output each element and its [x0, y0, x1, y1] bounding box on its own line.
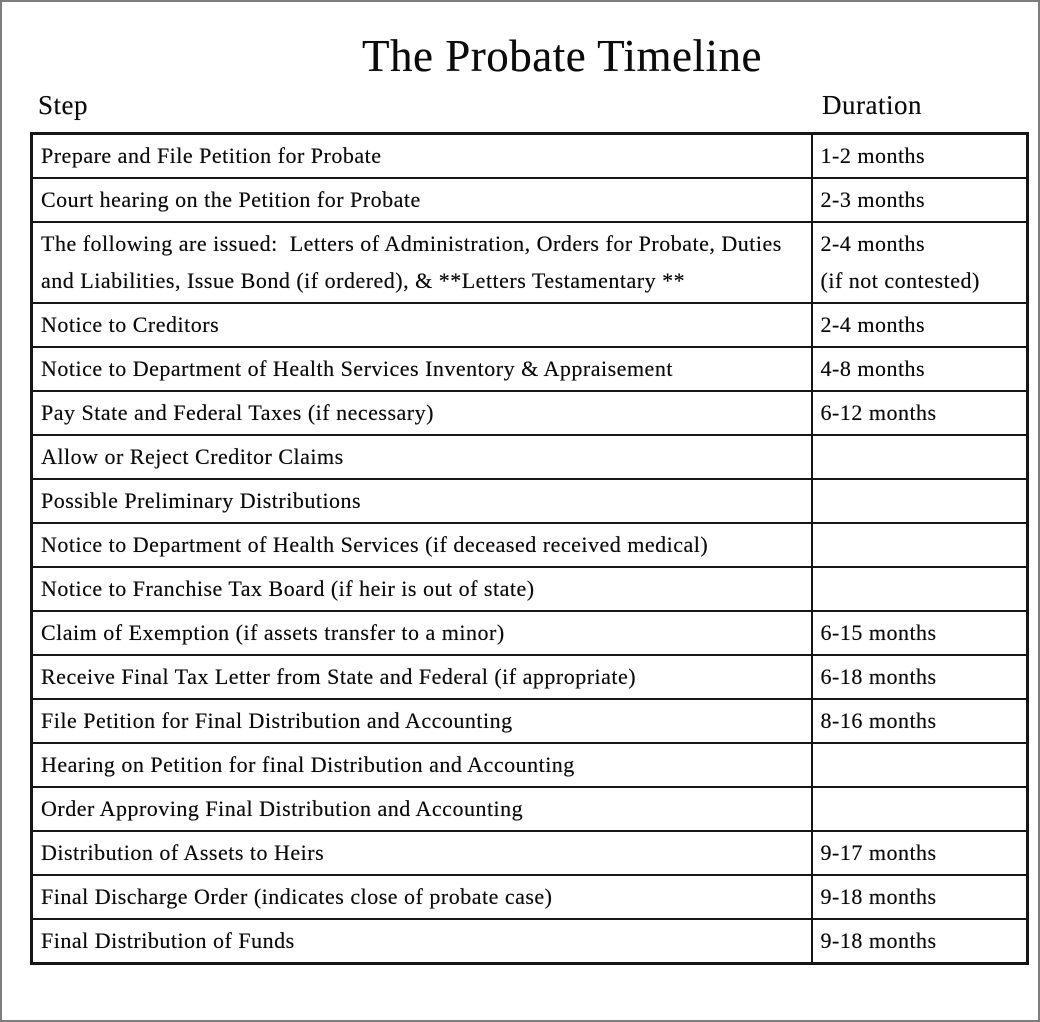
duration-cell	[812, 567, 1028, 611]
duration-cell	[812, 435, 1028, 479]
duration-cell	[812, 655, 1028, 699]
duration-line: 9-17 months	[820, 840, 937, 865]
step-cell: Final Discharge Order (indicates close of probate case)	[32, 875, 812, 919]
table-row	[32, 391, 1028, 435]
duration-cell	[812, 347, 1028, 391]
duration-cell	[812, 134, 1028, 179]
step-cell: Claim of Exemption (if assets transfer to a minor)	[32, 611, 812, 655]
duration-cell	[812, 787, 1028, 831]
duration-line: 6-18 months	[820, 664, 937, 689]
step-cell: Distribution of Assets to Heirs	[32, 831, 812, 875]
step-cell: Notice to Franchise Tax Board (if heir is out of state)	[32, 567, 812, 611]
step-cell: Order Approving Final Distribution and Accounting	[32, 787, 812, 831]
duration-line: 6-15 months	[820, 620, 937, 645]
duration-cell	[812, 303, 1028, 347]
duration-line: 9-18 months	[820, 928, 937, 953]
table-row	[32, 919, 1028, 964]
table-row	[32, 567, 1028, 611]
step-cell: Court hearing on the Petition for Probate	[32, 178, 812, 222]
duration-line: 4-8 months	[820, 356, 926, 381]
table-row	[32, 222, 1028, 303]
table-row	[32, 303, 1028, 347]
step-cell: Notice to Creditors	[32, 303, 812, 347]
step-cell: Receive Final Tax Letter from State and Federal (if appropriate)	[32, 655, 812, 699]
page-title: The Probate Timeline	[362, 31, 762, 81]
step-cell: Prepare and File Petition for Probate	[32, 134, 812, 179]
probate-table-body	[32, 134, 1028, 964]
step-cell: Notice to Department of Health Services Inventory & Appraisement	[32, 347, 812, 391]
duration-line: 1-2 months	[820, 143, 926, 168]
table-row	[32, 347, 1028, 391]
table-row	[32, 699, 1028, 743]
step-cell: Allow or Reject Creditor Claims	[32, 435, 812, 479]
duration-cell	[812, 875, 1028, 919]
step-cell: Possible Preliminary Distributions	[32, 479, 812, 523]
step-cell: Final Distribution of Funds	[32, 919, 812, 964]
table-row	[32, 787, 1028, 831]
table-row	[32, 523, 1028, 567]
duration-line: 2-4 months	[820, 231, 926, 256]
table-row	[32, 655, 1028, 699]
step-cell: File Petition for Final Distribution and Accounting	[32, 699, 812, 743]
table-row	[32, 178, 1028, 222]
step-cell: Hearing on Petition for final Distribution and Accounting	[32, 743, 812, 787]
duration-cell	[812, 831, 1028, 875]
duration-line: 2-3 months	[820, 187, 926, 212]
table-row	[32, 831, 1028, 875]
table-row	[32, 611, 1028, 655]
duration-cell	[812, 222, 1028, 303]
step-cell: The following are issued: Letters of Administration, Orders for Probate, Duties and Liabilities, Issue Bond (if ordered), & **Letters Testamentary **	[32, 222, 812, 303]
duration-cell	[812, 178, 1028, 222]
duration-line: (if not contested)	[820, 268, 980, 293]
table-row	[32, 875, 1028, 919]
duration-cell	[812, 743, 1028, 787]
duration-cell	[812, 523, 1028, 567]
table-row	[32, 435, 1028, 479]
probate-timeline-table	[30, 132, 1029, 965]
duration-cell	[812, 611, 1028, 655]
table-row	[32, 743, 1028, 787]
step-cell: Notice to Department of Health Services (if deceased received medical)	[32, 523, 812, 567]
duration-cell	[812, 479, 1028, 523]
duration-line: 9-18 months	[820, 884, 937, 909]
table-row	[32, 134, 1028, 179]
duration-line: 8-16 months	[820, 708, 937, 733]
column-header-duration: Duration	[822, 90, 922, 120]
duration-cell	[812, 919, 1028, 964]
duration-cell	[812, 699, 1028, 743]
step-cell: Pay State and Federal Taxes (if necessary)	[32, 391, 812, 435]
table-row	[32, 479, 1028, 523]
column-header-step: Step	[38, 90, 89, 120]
duration-cell	[812, 391, 1028, 435]
column-headers	[38, 90, 1038, 126]
duration-line: 2-4 months	[820, 312, 926, 337]
duration-line: 6-12 months	[820, 400, 937, 425]
